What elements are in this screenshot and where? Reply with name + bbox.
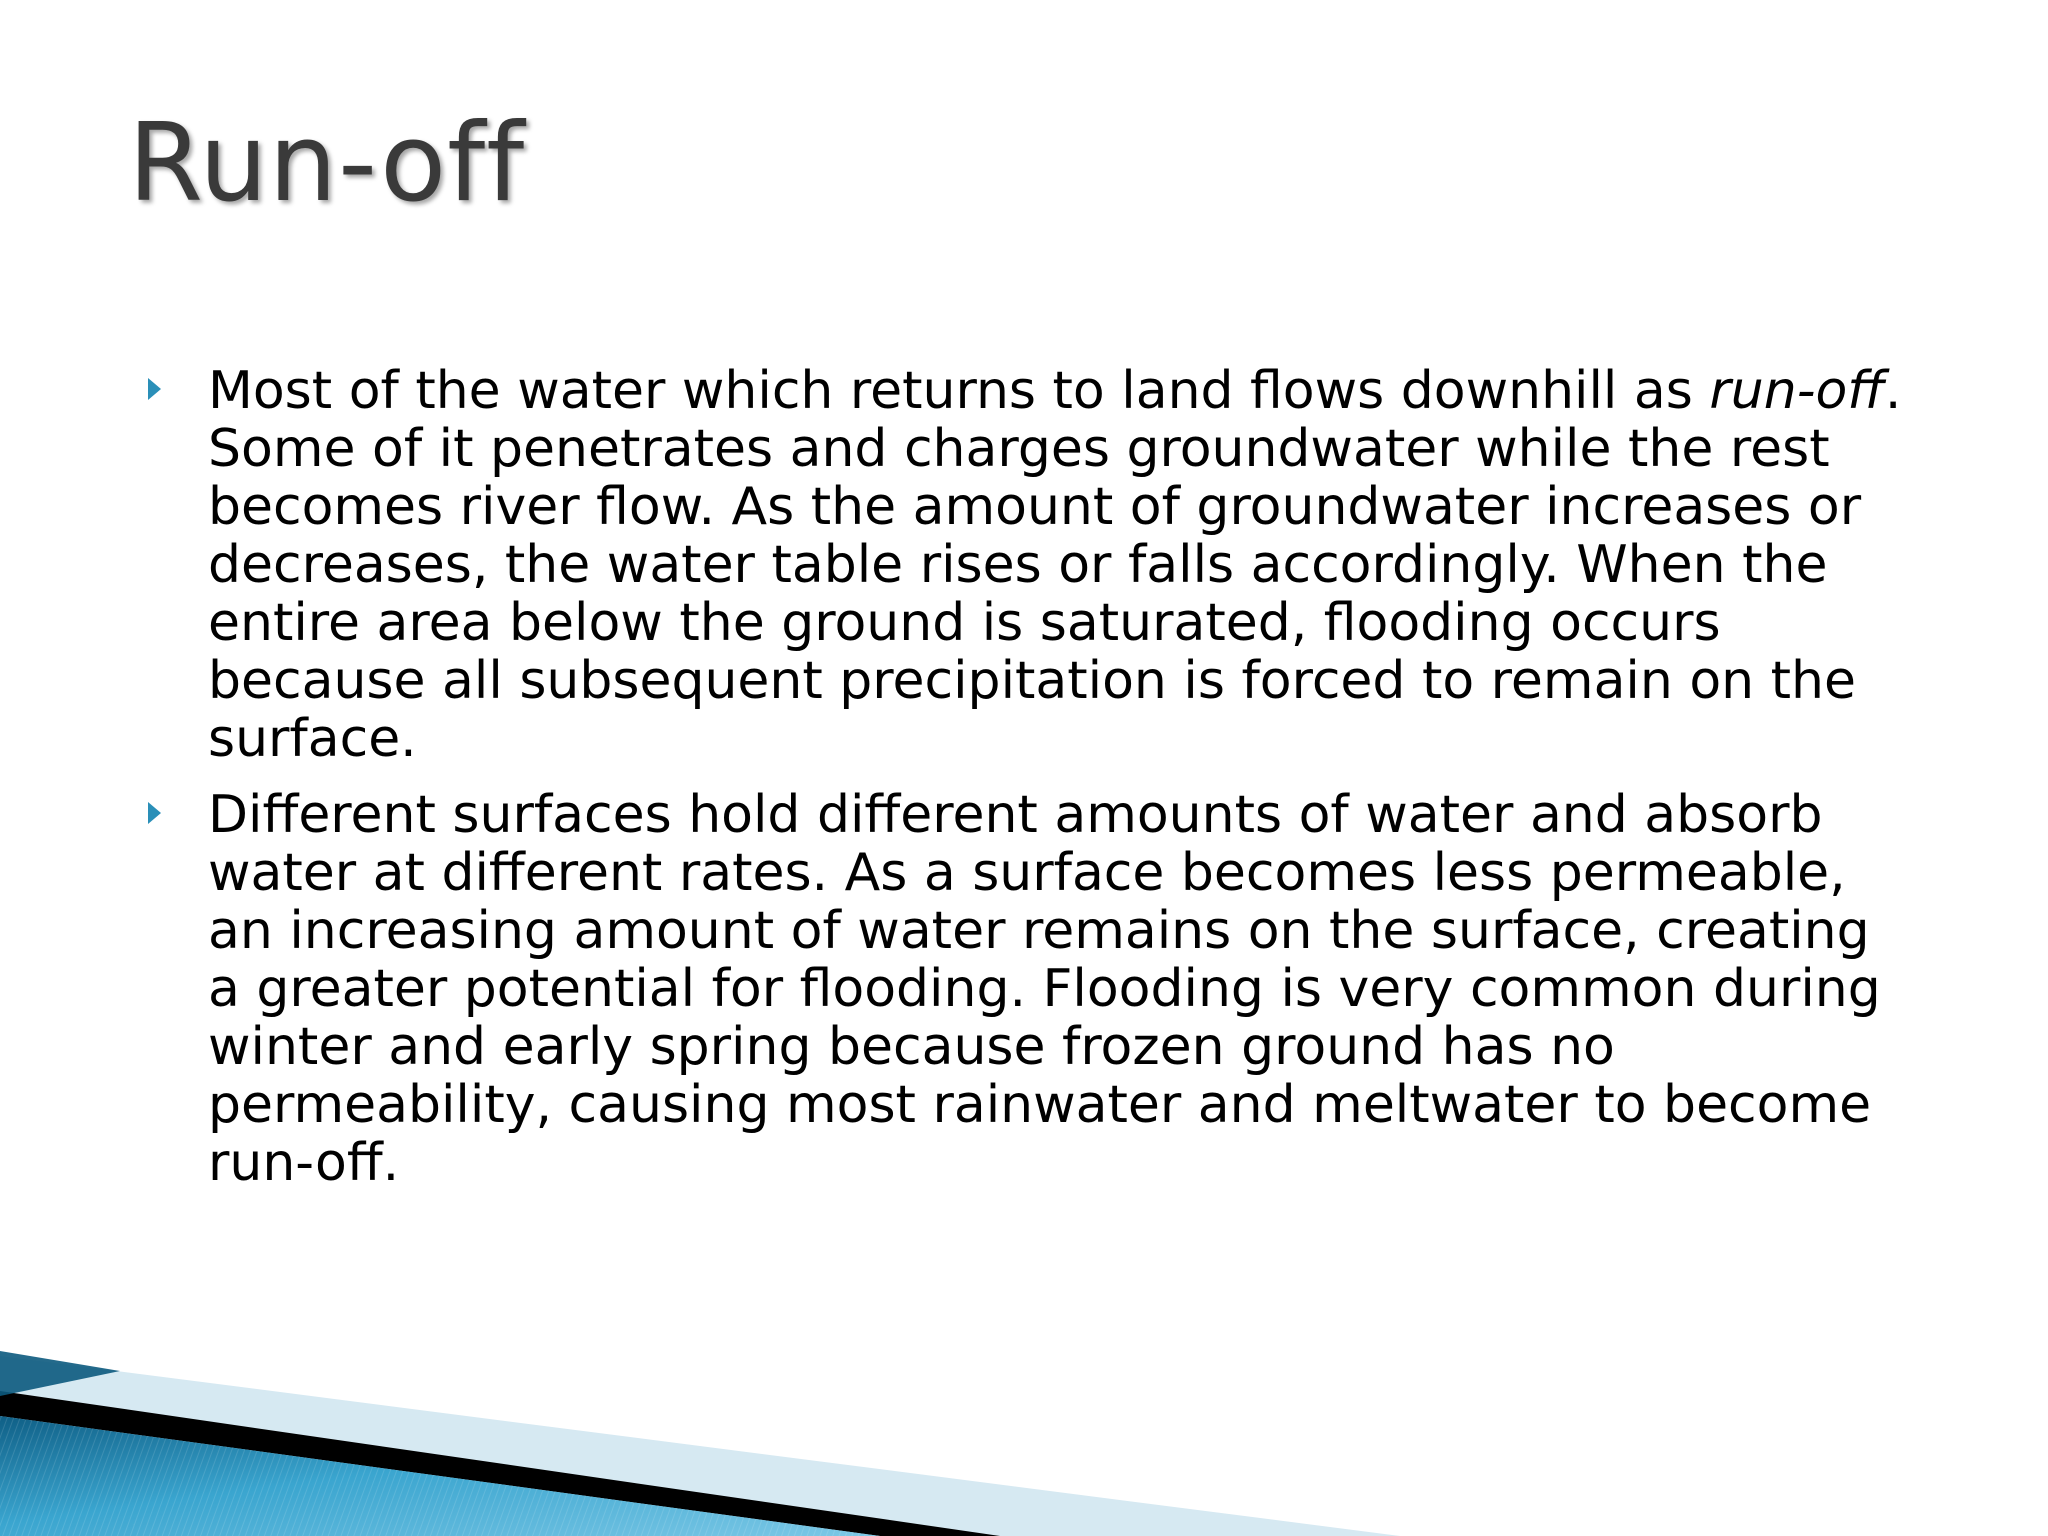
triangle-bullet-icon <box>148 378 161 400</box>
bullet-item <box>148 786 1908 1192</box>
bullet-text: Different surfaces hold different amounts of water and absorb water at different rates. As a surface becomes less permeable, an increasing amount of water remains on the surface, creating a greater potential for flooding. Flooding is very common during winter and early spring because frozen ground has no permeability, causing most rainwater and meltwater to become run-off. <box>208 785 1881 1193</box>
slide-title: Run-off <box>128 101 526 226</box>
bullet-list <box>148 362 1908 1210</box>
triangle-bullet-icon <box>148 802 161 824</box>
bullet-text-end: . Some of it penetrates and charges groundwater while the rest becomes river flow. As the amount of groundwater increases or decreases, the water table rises or falls accordingly. When the entire area below the ground is saturated, flooding occurs because all subsequent precipitation is forced to remain on the surface. <box>208 361 1902 769</box>
corner-swoosh-decoration <box>0 1296 1400 1536</box>
bullet-text-emphasis: run-off <box>1709 361 1885 421</box>
bullet-item <box>148 362 1908 768</box>
bullet-text-start: Most of the water which returns to land flows downhill as <box>208 361 1710 421</box>
